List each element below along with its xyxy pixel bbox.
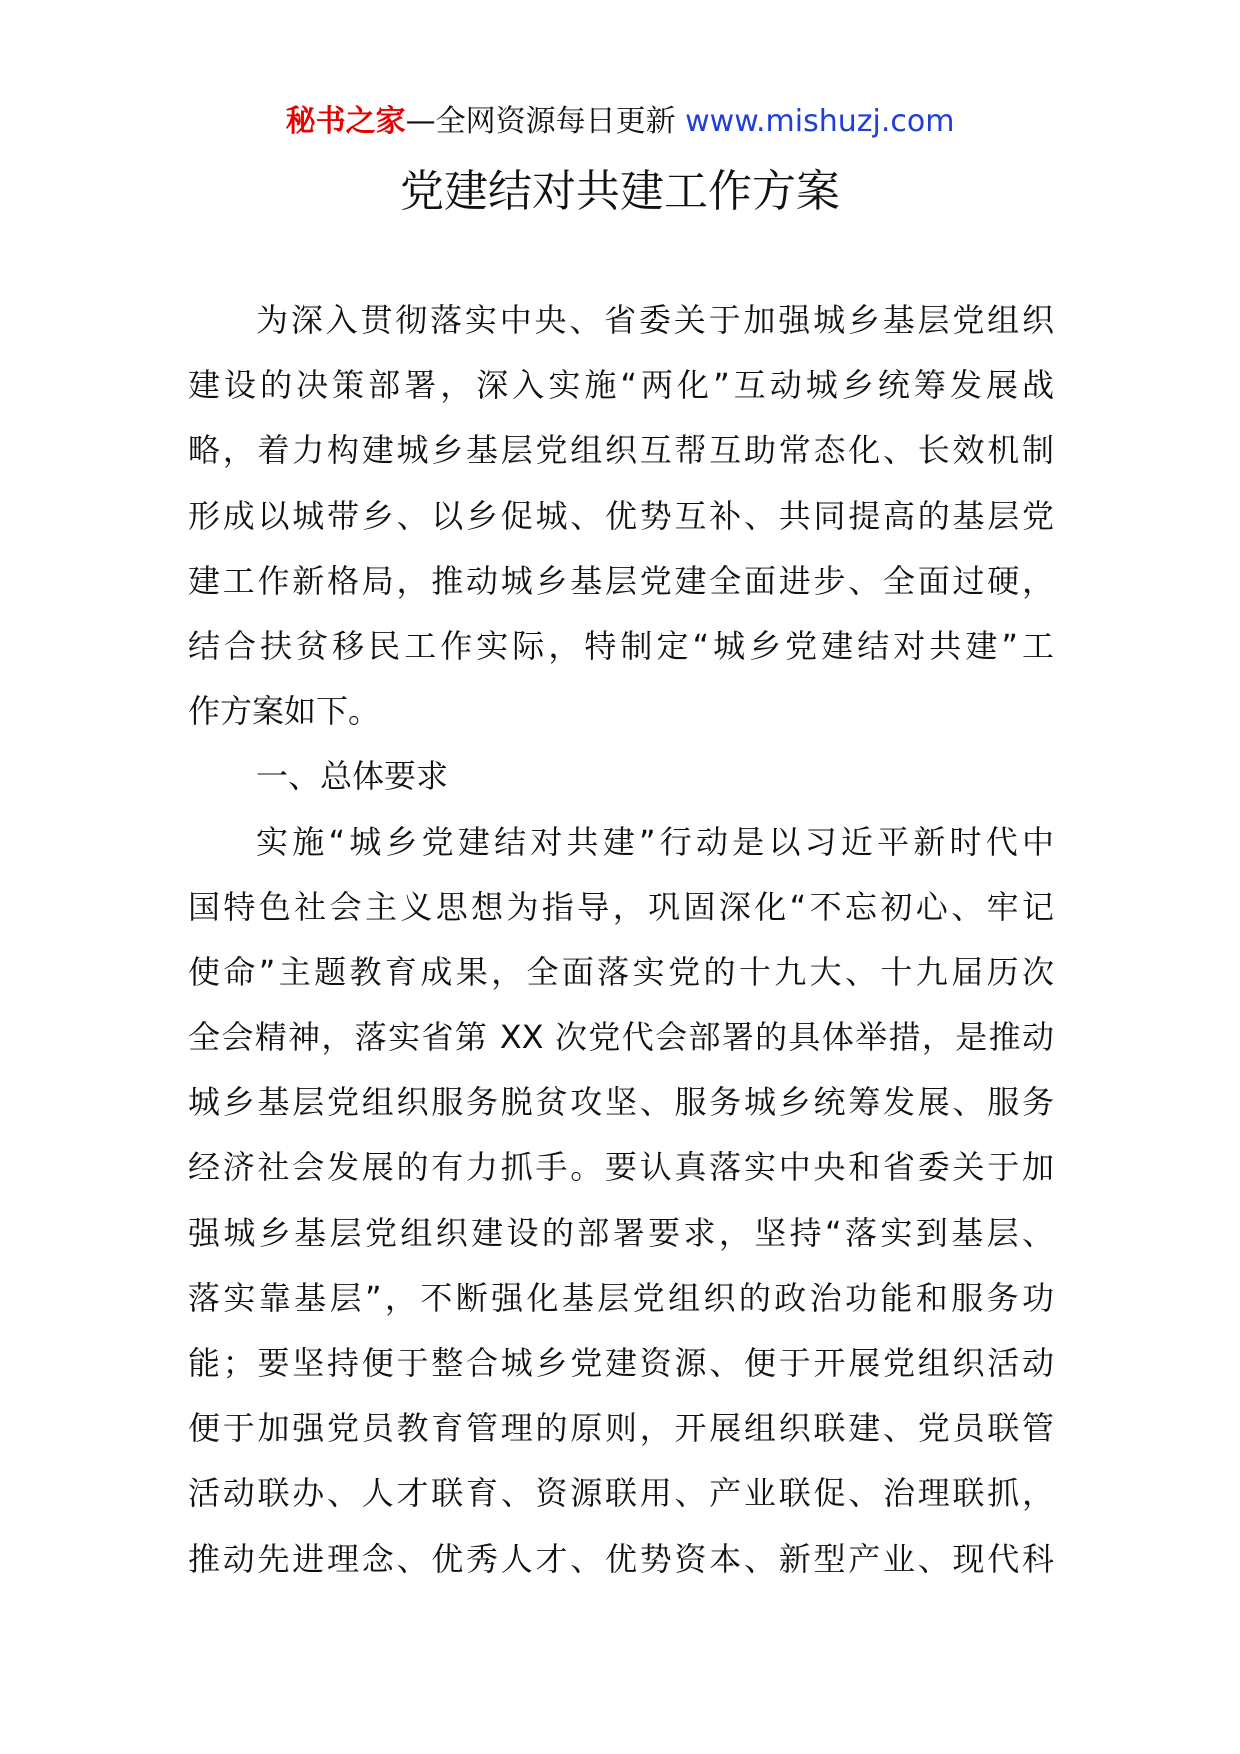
paragraph-line: 国特色社会主义思想为指导，巩固深化“不忘初心、牢记	[188, 887, 1054, 926]
paragraph-line: 经济社会发展的有力抓手。要认真落实中央和省委关于加	[188, 1148, 1054, 1187]
paragraph-line: 略，着力构建城乡基层党组织互帮互助常态化、长效机制	[188, 431, 1054, 470]
section-heading: 一、总体要求	[256, 757, 449, 796]
paragraph-line: 使命”主题教育成果，全面落实党的十九大、十九届历次	[188, 952, 1054, 991]
site-header	[0, 100, 1240, 144]
paragraph-line: 全会精神，落实省第 XX 次党代会部署的具体举措，是推动	[188, 1018, 1054, 1057]
paragraph-line: 活动联办、人才联育、资源联用、产业联促、治理联抓，	[188, 1474, 1054, 1513]
paragraph-line: 结合扶贫移民工作实际，特制定“城乡党建结对共建”工	[188, 626, 1054, 665]
paragraph-line: 强城乡基层党组织建设的部署要求，坚持“落实到基层、	[188, 1213, 1054, 1252]
paragraph-line: 形成以城带乡、以乡促城、优势互补、共同提高的基层党	[188, 496, 1054, 535]
paragraph-line: 作方案如下。	[188, 692, 381, 731]
paragraph-line: 便于加强党员教育管理的原则，开展组织联建、党员联管	[188, 1409, 1054, 1448]
paragraph-line: 为深入贯彻落实中央、省委关于加强城乡基层党组织	[256, 301, 1054, 339]
paragraph-line: 推动先进理念、优秀人才、优势资本、新型产业、现代科	[188, 1539, 1054, 1578]
document-body	[188, 288, 1054, 1592]
site-url-link[interactable]: www.mishuzj.com	[685, 104, 955, 139]
paragraph-line: 建工作新格局，推动城乡基层党建全面进步、全面过硬，	[188, 561, 1054, 600]
document-title: 党建结对共建工作方案	[400, 166, 840, 217]
paragraph-line: 落实靠基层”，不断强化基层党组织的政治功能和服务功	[188, 1278, 1054, 1317]
paragraph-line: 实施“城乡党建结对共建”行动是以习近平新时代中	[256, 822, 1054, 861]
site-tagline: —全网资源每日更新	[405, 104, 676, 139]
paragraph-line: 建设的决策部署，深入实施“两化”互动城乡统筹发展战	[188, 366, 1054, 405]
paragraph-line: 城乡基层党组织服务脱贫攻坚、服务城乡统筹发展、服务	[188, 1083, 1054, 1122]
site-brand: 秘书之家	[285, 104, 406, 139]
paragraph-line: 能；要坚持便于整合城乡党建资源、便于开展党组织活动	[188, 1344, 1054, 1382]
